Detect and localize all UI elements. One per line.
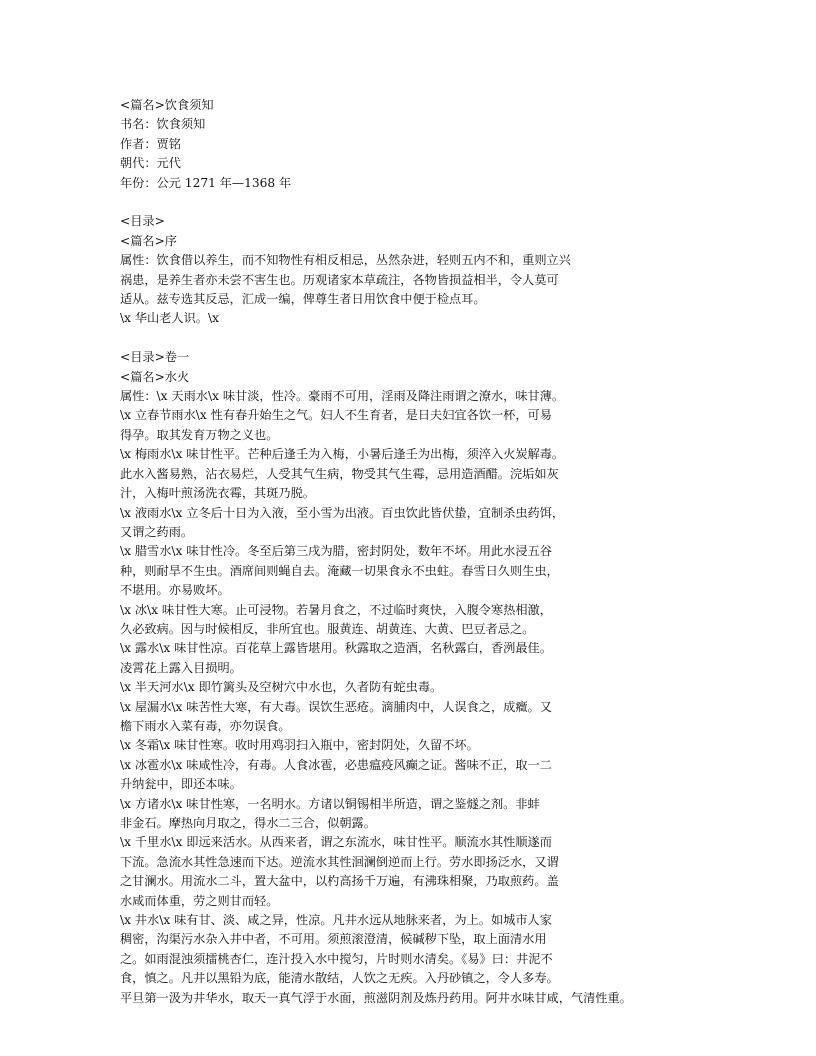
text-line: 种，则耐旱不生虫。酒席间则蝇自去。淹藏一切果食永不虫蛀。春雪日久则生虫， (120, 563, 559, 578)
text-line: \x 井水\x 味有甘、淡、咸之异，性凉。凡井水远从地脉来者，为上。如城市人家 (120, 913, 552, 928)
text-line: \x 腊雪水\x 味甘性冷。冬至后第三戌为腊，密封阴处，数年不坏。用此水浸五谷 (120, 544, 552, 559)
text-line: <篇名>序 (120, 233, 177, 248)
text-line: 檐下雨水入菜有毒，亦勿误食。 (120, 718, 291, 733)
text-line: 不堪用。亦易败坏。 (120, 583, 230, 598)
header-section (120, 96, 710, 193)
text-line: 作者：贾铭 (120, 136, 181, 151)
text-line: \x 屋漏水\x 味苦性大寒，有大毒。误饮生恶疮。滴脯肉中，人误食之，成癥。又 (120, 699, 552, 714)
chapter-one-section (120, 348, 710, 1008)
text-line: <篇名>水火 (120, 369, 190, 384)
text-line: 久必致病。因与时候相反，非所宜也。服黄连、胡黄连、大黄、巴豆者忌之。 (120, 621, 535, 636)
text-line: 适从。兹专选其反忌，汇成一编，俾尊生者日用饮食中便于检点耳。 (120, 292, 486, 307)
text-line: 书名：饮食须知 (120, 117, 206, 132)
text-line: 下流。急流水其性急速而下达。逆流水其性洄澜倒逆而上行。劳水即扬泛水，又谓 (120, 854, 559, 869)
text-line: <目录>卷一 (120, 350, 190, 365)
text-line: \x 冰雹水\x 味咸性冷，有毒。人食冰雹，必患瘟疫风癫之证。酱味不正，取一二 (120, 757, 552, 772)
text-line: \x 露水\x 味甘性凉。百花草上露皆堪用。秋露取之造酒，名秋露白，香洌最佳。 (120, 641, 552, 656)
text-line: \x 梅雨水\x 味甘性平。芒种后逢壬为入梅，小暑后逢壬为出梅，须淬入火炭解毒。 (120, 447, 565, 462)
blank-line (120, 193, 710, 212)
text-line: \x 千里水\x 即远来活水。从西来者，谓之东流水，味甘性平。顺流水其性顺遂而 (120, 835, 552, 850)
text-line: 非金石。摩热向月取之，得水二三合，似朝露。 (120, 816, 376, 830)
text-line: 稠密，沟渠污水杂入井中者，不可用。须煎滚澄清，候碱秽下坠，取上面清水用 (120, 932, 547, 947)
text-line: 属性：饮食借以养生，而不知物性有相反相忌，丛然杂进，轻则五内不和，重则立兴 (120, 253, 571, 268)
preface-section (120, 212, 710, 328)
text-line: \x 冬霜\x 味甘性寒。收时用鸡羽扫入瓶中，密封阴处，久留不坏。 (120, 738, 479, 753)
text-line: \x 方诸水\x 味甘性寒，一名明水。方诸以铜锡相半所造，谓之鉴燧之剂。非蚌 (120, 796, 540, 811)
text-line: 属性：\x 天雨水\x 味甘淡，性冷。豪雨不可用，淫雨及降注雨谓之潦水，味甘薄。 (120, 389, 565, 404)
text-line: 升纳瓮中，即还本味。 (120, 777, 242, 792)
text-line: 年份：公元 1271 年—1368 年 (120, 175, 292, 190)
text-line: 平旦第一汲为井华水，取天一真气浮于水面，煎滋阴剂及炼丹药用。阿井水味甘咸，气清性重。 (120, 990, 632, 1005)
text-line: 又谓之药雨。 (120, 524, 194, 539)
text-line: <篇名>饮食须知 (120, 98, 214, 112)
text-line: 祸患，是养生者亦未尝不害生也。历观诸家本草疏注，各物皆损益相半，令人莫可 (120, 272, 559, 287)
text-line: \x 华山老人识。\x (120, 311, 219, 326)
text-line: 之。如雨混浊须擂桃杏仁，连汁投入水中搅匀，片时则水清矣。《易》曰：井泥不 (120, 951, 553, 966)
blank-line (120, 329, 710, 348)
text-line: 此水入酱易熟，沾衣易烂，人受其气生病，物受其气生霉，忌用造酒醋。浣垢如灰 (120, 466, 559, 481)
text-line: \x 半天河水\x 即竹篱头及空树穴中水也，久者防有蛇虫毒。 (120, 680, 443, 695)
text-line: 之甘澜水。用流水二斗，置大盆中，以杓高扬千万遍，有沸珠相聚，乃取煎药。盖 (120, 874, 559, 889)
text-line: 得孕。取其发育万物之义也。 (120, 427, 279, 442)
document-page (120, 96, 710, 1008)
text-line: \x 冰\x 味甘性大寒。止可浸物。若暑月食之，不过临时爽快，入腹令寒热相激， (120, 602, 552, 617)
text-line: 汁，入梅叶煎汤洗衣霉，其斑乃脱。 (120, 486, 315, 501)
text-line: 朝代：元代 (120, 156, 181, 171)
text-line: 水咸而体重，劳之则甘而轻。 (120, 893, 279, 908)
text-line: \x 立春节雨水\x 性有春升始生之气。妇人不生育者，是日夫妇宜各饮一杯，可易 (120, 408, 552, 423)
text-line: 凌霄花上露入目损明。 (120, 660, 242, 675)
text-line: <目录> (120, 214, 165, 229)
text-line: \x 液雨水\x 立冬后十日为入液，至小雪为出液。百虫饮此皆伏蛰，宜制杀虫药饵， (120, 505, 565, 520)
text-line: 食，慎之。凡井以黑铅为底，能清水散结，人饮之无疾。入丹砂镇之，令人多寿。 (120, 971, 559, 986)
